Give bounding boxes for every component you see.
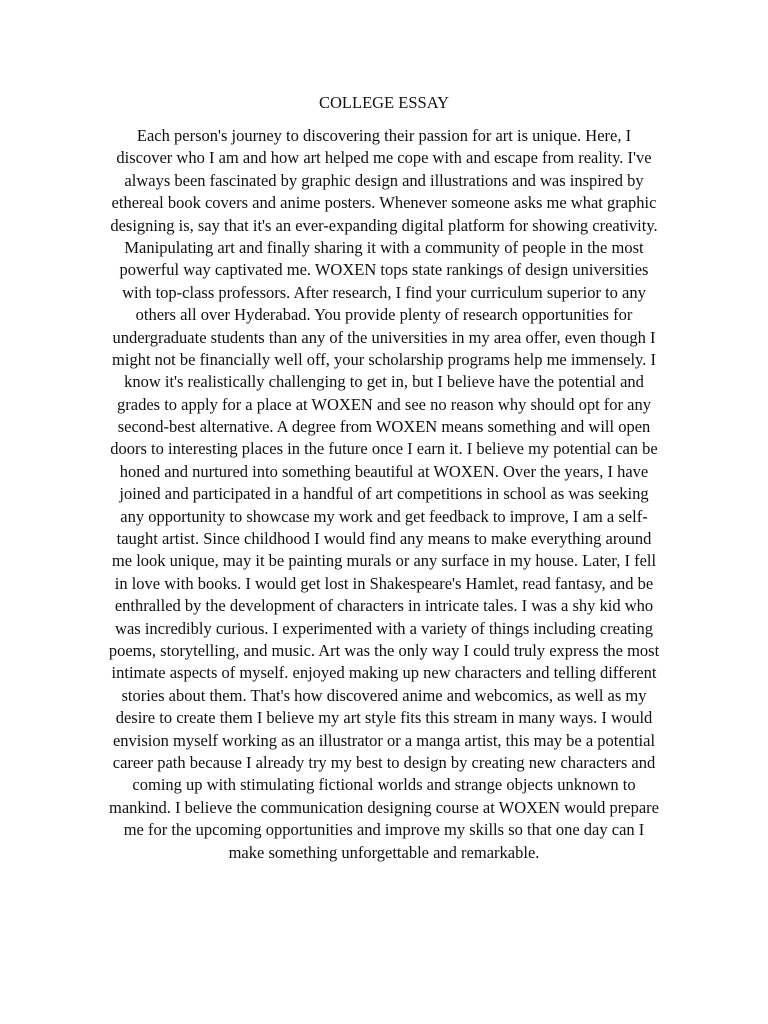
essay-line: always been fascinated by graphic design and illustrations and was inspired by <box>124 170 644 190</box>
essay-line: coming up with stimulating fictional worlds and strange objects unknown to <box>132 775 636 795</box>
essay-line: Manipulating art and finally sharing it with a community of people in the most <box>124 237 644 257</box>
essay-line: was incredibly curious. I experimented with a variety of things including creating <box>115 618 653 638</box>
essay-line: intimate aspects of myself. enjoyed making up new characters and telling different <box>111 663 657 683</box>
essay-line: career path because I already try my best to design by creating new characters and <box>112 752 656 772</box>
essay-line: powerful way captivated me. WOXEN tops state rankings of design universities <box>119 260 649 280</box>
essay-line: me for the upcoming opportunities and improve my skills so that one day can I <box>123 820 645 840</box>
essay-line: Each person's journey to discovering their passion for art is unique. Here, I <box>136 126 632 145</box>
essay-line: second-best alternative. A degree from WOXEN means something and will open <box>117 417 651 437</box>
essay-line: me look unique, may it be painting murals or any surface in my house. Later, I fell <box>111 551 657 571</box>
essay-line: stories about them. That's how discovered anime and webcomics, as well as my <box>121 685 647 705</box>
essay-line: in love with books. I would get lost in Shakespeare's Hamlet, read fantasy, and be <box>114 573 654 593</box>
essay-line: make something unforgettable and remarkable. <box>228 842 540 862</box>
essay-line: taught artist. Since childhood I would find any means to make everything around <box>116 529 652 549</box>
essay-line: doors to interesting places in the future once I earn it. I believe my potential can be <box>110 439 658 459</box>
essay-line: discover who I am and how art helped me cope with and escape from reality. I've <box>116 148 652 168</box>
essay-line: grades to apply for a place at WOXEN and see no reason why should opt for any <box>117 394 651 414</box>
page-title: COLLEGE ESSAY <box>318 93 450 112</box>
essay-line: others all over Hyderabad. You provide plenty of research opportunities for <box>135 305 633 325</box>
essay-line: poems, storytelling, and music. Art was the only way I could truly express the most <box>108 640 660 660</box>
essay-line: envision myself working as an illustrator or a manga artist, this may be a potential <box>112 730 656 750</box>
essay-line: know it's realistically challenging to get in, but I believe have the potential and <box>124 372 644 392</box>
essay-line: might not be financially well off, your scholarship programs help me immensely. I <box>112 349 656 369</box>
essay-line: with top-class professors. After research, I find your curriculum superior to any <box>122 282 646 302</box>
essay-line: mankind. I believe the communication designing course at WOXEN would prepare <box>109 797 659 817</box>
essay-line: desire to create them I believe my art style fits this stream in many ways. I would <box>115 708 653 728</box>
essay-line: undergraduate students than any of the universities in my area offer, even though I <box>112 327 656 347</box>
essay-line: joined and participated in a handful of art competitions in school as was seeking <box>119 484 649 504</box>
essay-line: enthralled by the development of characters in intricate tales. I was a shy kid who <box>114 596 654 616</box>
essay-line: designing is, say that it's an ever-expanding digital platform for showing creativity. <box>110 215 658 235</box>
essay-line: honed and nurtured into something beautiful at WOXEN. Over the years, I have <box>119 461 649 481</box>
essay-line: any opportunity to showcase my work and get feedback to improve, I am a self- <box>120 506 648 526</box>
essay-line: ethereal book covers and anime posters. Whenever someone asks me what graphic <box>111 193 657 213</box>
essay-body <box>84 125 684 864</box>
